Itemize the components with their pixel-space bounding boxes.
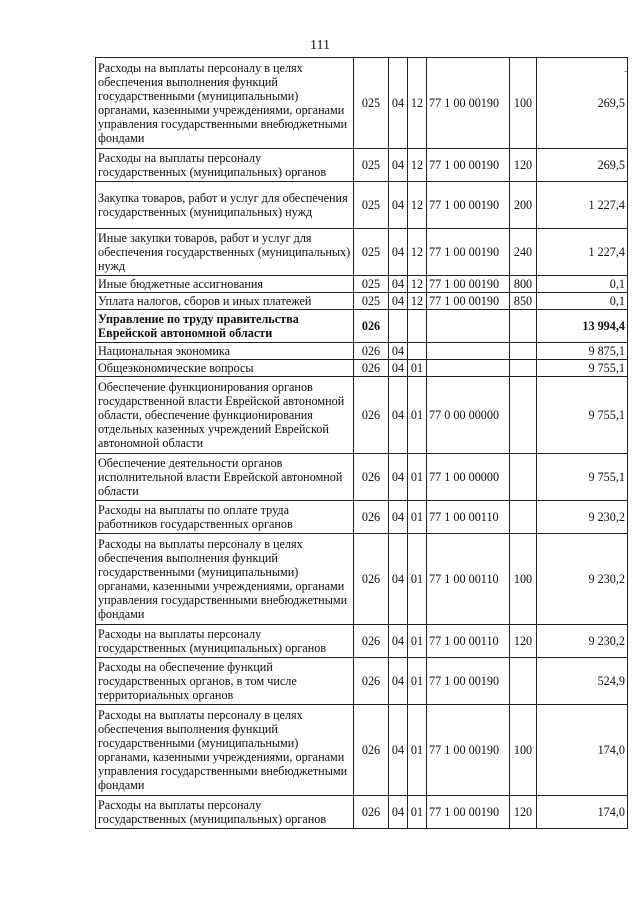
- row-amount-cell: 0,1: [537, 293, 628, 310]
- row-article-cell: 77 1 00 00000: [427, 454, 510, 501]
- row-kind-cell: 100: [510, 534, 537, 625]
- row-subsection-cell: [408, 310, 427, 343]
- page-number: 111: [310, 38, 330, 53]
- row-amount-cell: 174,0: [537, 796, 628, 829]
- table-row: [96, 377, 628, 454]
- row-kind-cell: 800: [510, 276, 537, 293]
- row-kind-cell: [510, 501, 537, 534]
- row-code-cell: 026: [354, 534, 389, 625]
- row-name-cell: Общеэкономические вопросы: [96, 360, 354, 377]
- row-kind-cell: [510, 360, 537, 377]
- budget-table: [95, 57, 628, 829]
- row-article-cell: 77 1 00 00110: [427, 501, 510, 534]
- row-section-cell: 04: [389, 276, 408, 293]
- row-name-cell: Обеспечение деятельности органов исполнительной власти Еврейской автономной области: [96, 454, 354, 501]
- row-name-cell: Иные бюджетные ассигнования: [96, 276, 354, 293]
- row-kind-cell: [510, 658, 537, 705]
- row-subsection-cell: 01: [408, 705, 427, 796]
- row-section-cell: 04: [389, 534, 408, 625]
- row-article-cell: 77 0 00 00000: [427, 377, 510, 454]
- row-amount-cell: 9 755,1: [537, 360, 628, 377]
- row-code-cell: 026: [354, 625, 389, 658]
- row-name-cell: Обеспечение функционирования органов государственной власти Еврейской автономной области, обеспечение функционирования отдельных казенных учреждений Еврейской автономной области: [96, 377, 354, 454]
- row-subsection-cell: 01: [408, 625, 427, 658]
- row-amount-cell: 9 755,1: [537, 377, 628, 454]
- row-article-cell: [427, 360, 510, 377]
- row-kind-cell: 120: [510, 625, 537, 658]
- row-subsection-cell: 01: [408, 377, 427, 454]
- row-section-cell: 04: [389, 625, 408, 658]
- row-code-cell: 025: [354, 149, 389, 182]
- row-article-cell: 77 1 00 00190: [427, 658, 510, 705]
- row-code-cell: 026: [354, 454, 389, 501]
- table-row: [96, 705, 628, 796]
- row-section-cell: 04: [389, 293, 408, 310]
- row-section-cell: 04: [389, 377, 408, 454]
- row-code-cell: 026: [354, 658, 389, 705]
- row-section-cell: 04: [389, 705, 408, 796]
- row-kind-cell: 120: [510, 796, 537, 829]
- table-row: [96, 229, 628, 276]
- row-subsection-cell: [408, 343, 427, 360]
- table-row: [96, 501, 628, 534]
- row-article-cell: 77 1 00 00190: [427, 182, 510, 229]
- row-name-cell: Расходы на выплаты по оплате труда работников государственных органов: [96, 501, 354, 534]
- row-name-cell: Управление по труду правительства Еврейской автономной области: [96, 310, 354, 343]
- table-row: [96, 276, 628, 293]
- row-amount-cell: 9 875,1: [537, 343, 628, 360]
- row-code-cell: 026: [354, 310, 389, 343]
- row-amount-cell: 13 994,4: [537, 310, 628, 343]
- table-row: [96, 534, 628, 625]
- row-article-cell: [427, 343, 510, 360]
- row-code-cell: 025: [354, 182, 389, 229]
- row-amount-cell: 269,5: [537, 149, 628, 182]
- row-amount-cell: 9 755,1: [537, 454, 628, 501]
- row-subsection-cell: 01: [408, 360, 427, 377]
- row-article-cell: 77 1 00 00190: [427, 293, 510, 310]
- row-subsection-cell: 12: [408, 182, 427, 229]
- row-amount-cell: 269,5: [537, 58, 628, 149]
- row-article-cell: 77 1 00 00110: [427, 534, 510, 625]
- row-name-cell: Расходы на выплаты персоналу государственных (муниципальных) органов: [96, 796, 354, 829]
- row-code-cell: 025: [354, 293, 389, 310]
- table-row: [96, 658, 628, 705]
- row-article-cell: 77 1 00 00190: [427, 276, 510, 293]
- row-article-cell: [427, 310, 510, 343]
- row-kind-cell: 240: [510, 229, 537, 276]
- row-kind-cell: [510, 454, 537, 501]
- row-kind-cell: 850: [510, 293, 537, 310]
- row-subsection-cell: 12: [408, 149, 427, 182]
- row-name-cell: Национальная экономика: [96, 343, 354, 360]
- edge-mark: -: [624, 66, 628, 77]
- row-amount-cell: 0,1: [537, 276, 628, 293]
- row-name-cell: Закупка товаров, работ и услуг для обеспечения государственных (муниципальных) нужд: [96, 182, 354, 229]
- row-kind-cell: 100: [510, 58, 537, 149]
- row-amount-cell: 9 230,2: [537, 501, 628, 534]
- row-kind-cell: [510, 343, 537, 360]
- row-subsection-cell: 01: [408, 454, 427, 501]
- row-name-cell: Расходы на выплаты персоналу государственных (муниципальных) органов: [96, 149, 354, 182]
- row-subsection-cell: 12: [408, 58, 427, 149]
- table-row: [96, 796, 628, 829]
- row-section-cell: 04: [389, 149, 408, 182]
- row-article-cell: 77 1 00 00110: [427, 625, 510, 658]
- row-section-cell: 04: [389, 658, 408, 705]
- table-row: [96, 310, 628, 343]
- row-name-cell: Иные закупки товаров, работ и услуг для обеспечения государственных (муниципальных) нужд: [96, 229, 354, 276]
- row-name-cell: Расходы на выплаты персоналу государственных (муниципальных) органов: [96, 625, 354, 658]
- row-amount-cell: 9 230,2: [537, 625, 628, 658]
- row-kind-cell: 200: [510, 182, 537, 229]
- row-code-cell: 026: [354, 501, 389, 534]
- row-amount-cell: 524,9: [537, 658, 628, 705]
- row-kind-cell: [510, 310, 537, 343]
- row-kind-cell: 120: [510, 149, 537, 182]
- row-subsection-cell: 12: [408, 293, 427, 310]
- row-name-cell: Расходы на выплаты персоналу в целях обеспечения выполнения функций государственными (муниципальными) органами, казенными учреждениями, органами управления государственными внебюджетными фондами: [96, 58, 354, 149]
- row-section-cell: 04: [389, 501, 408, 534]
- row-section-cell: [389, 310, 408, 343]
- row-subsection-cell: 01: [408, 658, 427, 705]
- row-name-cell: Расходы на обеспечение функций государственных органов, в том числе территориальных органов: [96, 658, 354, 705]
- row-amount-cell: 9 230,2: [537, 534, 628, 625]
- table-row: [96, 149, 628, 182]
- row-subsection-cell: 12: [408, 229, 427, 276]
- row-section-cell: 04: [389, 343, 408, 360]
- row-code-cell: 025: [354, 58, 389, 149]
- row-section-cell: 04: [389, 454, 408, 501]
- row-code-cell: 026: [354, 705, 389, 796]
- row-code-cell: 026: [354, 377, 389, 454]
- row-article-cell: 77 1 00 00190: [427, 58, 510, 149]
- row-code-cell: 025: [354, 229, 389, 276]
- row-section-cell: 04: [389, 229, 408, 276]
- row-article-cell: 77 1 00 00190: [427, 705, 510, 796]
- row-kind-cell: [510, 377, 537, 454]
- row-article-cell: 77 1 00 00190: [427, 149, 510, 182]
- row-article-cell: 77 1 00 00190: [427, 229, 510, 276]
- row-subsection-cell: 01: [408, 501, 427, 534]
- table-row: [96, 625, 628, 658]
- table-row: [96, 454, 628, 501]
- table-row: [96, 58, 628, 149]
- row-name-cell: Расходы на выплаты персоналу в целях обеспечения выполнения функций государственными (муниципальными) органами, казенными учреждениями, органами управления государственными внебюджетными фондами: [96, 534, 354, 625]
- budget-table-body: [96, 58, 628, 829]
- row-subsection-cell: 01: [408, 534, 427, 625]
- table-row: [96, 343, 628, 360]
- table-row: [96, 360, 628, 377]
- row-code-cell: 025: [354, 276, 389, 293]
- row-section-cell: 04: [389, 58, 408, 149]
- row-name-cell: Уплата налогов, сборов и иных платежей: [96, 293, 354, 310]
- row-code-cell: 026: [354, 360, 389, 377]
- row-subsection-cell: 01: [408, 796, 427, 829]
- row-amount-cell: 1 227,4: [537, 229, 628, 276]
- row-amount-cell: 174,0: [537, 705, 628, 796]
- row-article-cell: 77 1 00 00190: [427, 796, 510, 829]
- row-name-cell: Расходы на выплаты персоналу в целях обеспечения выполнения функций государственными (муниципальными) органами, казенными учреждениями, органами управления государственными внебюджетными фондами: [96, 705, 354, 796]
- row-code-cell: 026: [354, 343, 389, 360]
- table-row: [96, 293, 628, 310]
- row-kind-cell: 100: [510, 705, 537, 796]
- row-section-cell: 04: [389, 796, 408, 829]
- row-code-cell: 026: [354, 796, 389, 829]
- row-section-cell: 04: [389, 182, 408, 229]
- row-amount-cell: 1 227,4: [537, 182, 628, 229]
- table-row: [96, 182, 628, 229]
- row-section-cell: 04: [389, 360, 408, 377]
- row-subsection-cell: 12: [408, 276, 427, 293]
